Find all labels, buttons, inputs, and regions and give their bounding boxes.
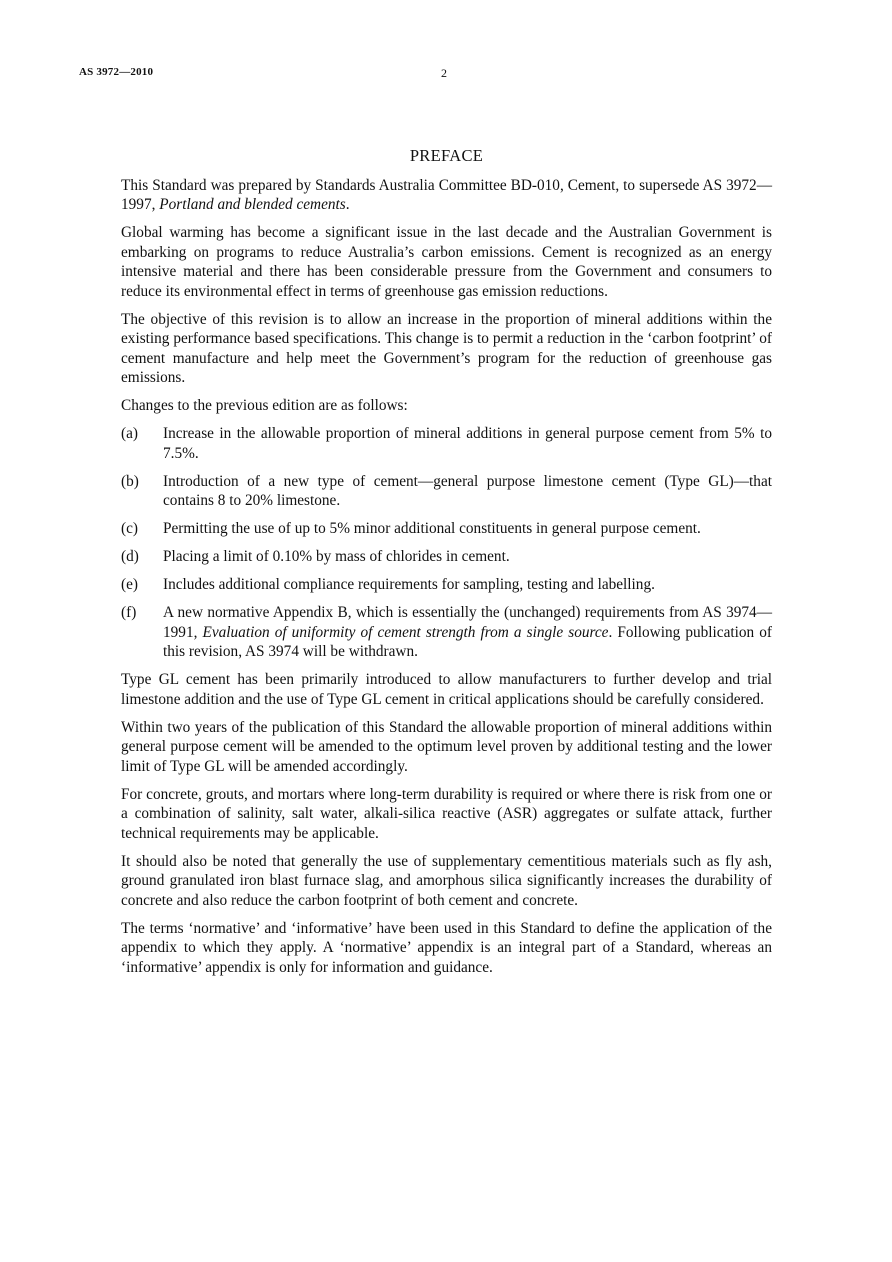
list-item xyxy=(121,519,772,539)
list-item-text xyxy=(163,603,772,662)
paragraph-durability: For concrete, grouts, and mortars where long-term durability is required or where there is risk from one or a combination of salinity, salt water, alkali-silica reactive (ASR) aggregates or sulfate attack, further technical requirements may be applicable. xyxy=(121,785,772,842)
list-marker: (d) xyxy=(121,548,139,565)
referenced-standard-title: Evaluation of uniformity of cement strength from a single source xyxy=(202,623,609,641)
list-item-text: Placing a limit of 0.10% by mass of chlorides in cement. xyxy=(163,548,510,565)
superseded-standard-title: Portland and blended cements xyxy=(159,196,346,213)
running-header xyxy=(79,66,813,84)
paragraph-normative-informative: The terms ‘normative’ and ‘informative’ have been used in this Standard to define the application of the appendix to which they apply. A ‘normative’ appendix is an integral part of a Standard, whereas an ‘informative’ appendix is only for information and guidance. xyxy=(121,919,772,976)
list-marker: (e) xyxy=(121,576,138,593)
paragraph-committee-text: This Standard was prepared by Standards Australia Committee BD-010, Cement, to supersede AS 3972—1997, xyxy=(121,176,772,213)
list-item xyxy=(121,472,772,511)
list-item-text: Includes additional compliance requirements for sampling, testing and labelling. xyxy=(163,576,655,593)
paragraph-changes-intro: Changes to the previous edition are as follows: xyxy=(121,397,408,414)
paragraph-supplementary-materials: It should also be noted that generally the use of supplementary cementitious materials such as fly ash, ground granulated iron blast furnace slag, and amorphous silica significantly increases the durability of concrete and also reduce the carbon footprint of both cement and concrete. xyxy=(121,852,772,909)
paragraph-type-gl: Type GL cement has been primarily introduced to allow manufacturers to further develop and trial limestone addition and the use of Type GL cement in critical applications should be carefully considered. xyxy=(121,671,772,708)
paragraph-objective: The objective of this revision is to allow an increase in the proportion of mineral additions within the existing performance based specifications. This change is to permit a reduction in the ‘carbon footprint’ of cement manufacture and help meet the Government’s program for the reduction of greenhouse gas emissions. xyxy=(121,310,772,386)
paragraph-two-years: Within two years of the publication of this Standard the allowable proportion of mineral additions within general purpose cement will be amended to the optimum level proven by additional testing and the lower limit of Type GL will be amended accordingly. xyxy=(121,718,772,775)
list-item xyxy=(121,547,772,567)
paragraph-global-warming: Global warming has become a significant issue in the last decade and the Australian Government is embarking on programs to reduce Australia’s carbon emissions. Cement is recognized as an energy intensive material and there has been considerable pressure from the Government and consumers to reduce its environmental effect in terms of greenhouse gas emission reductions. xyxy=(121,224,772,300)
list-item-text: Introduction of a new type of cement—general purpose limestone cement (Type GL)—that contains 8 to 20% limestone. xyxy=(163,472,772,509)
preface-title: PREFACE xyxy=(409,146,484,165)
list-marker: (b) xyxy=(121,472,139,490)
list-marker: (f) xyxy=(121,604,137,621)
list-item-text: Increase in the allowable proportion of mineral additions in general purpose cement from 5% to 7.5%. xyxy=(163,425,772,462)
paragraph-committee xyxy=(121,176,772,215)
paragraph-committee-end: . xyxy=(345,196,350,213)
preface-section xyxy=(121,146,772,986)
list-item-text-part: A new normative Appendix B, which is essentially the (unchanged) requirements from AS 3974—1991, xyxy=(163,604,772,641)
page-number: 2 xyxy=(441,66,447,80)
changes-list xyxy=(121,424,772,662)
list-item xyxy=(121,575,772,595)
list-item-text: Permitting the use of up to 5% minor additional constituents in general purpose cement. xyxy=(163,520,701,537)
standard-number: AS 3972—2010 xyxy=(79,66,154,78)
list-item-text-end: . Following publication of this revision, AS 3974 will be withdrawn. xyxy=(163,623,772,660)
list-marker: (a) xyxy=(121,425,138,442)
list-item xyxy=(121,603,772,662)
list-marker: (c) xyxy=(121,520,138,537)
list-item xyxy=(121,424,772,463)
